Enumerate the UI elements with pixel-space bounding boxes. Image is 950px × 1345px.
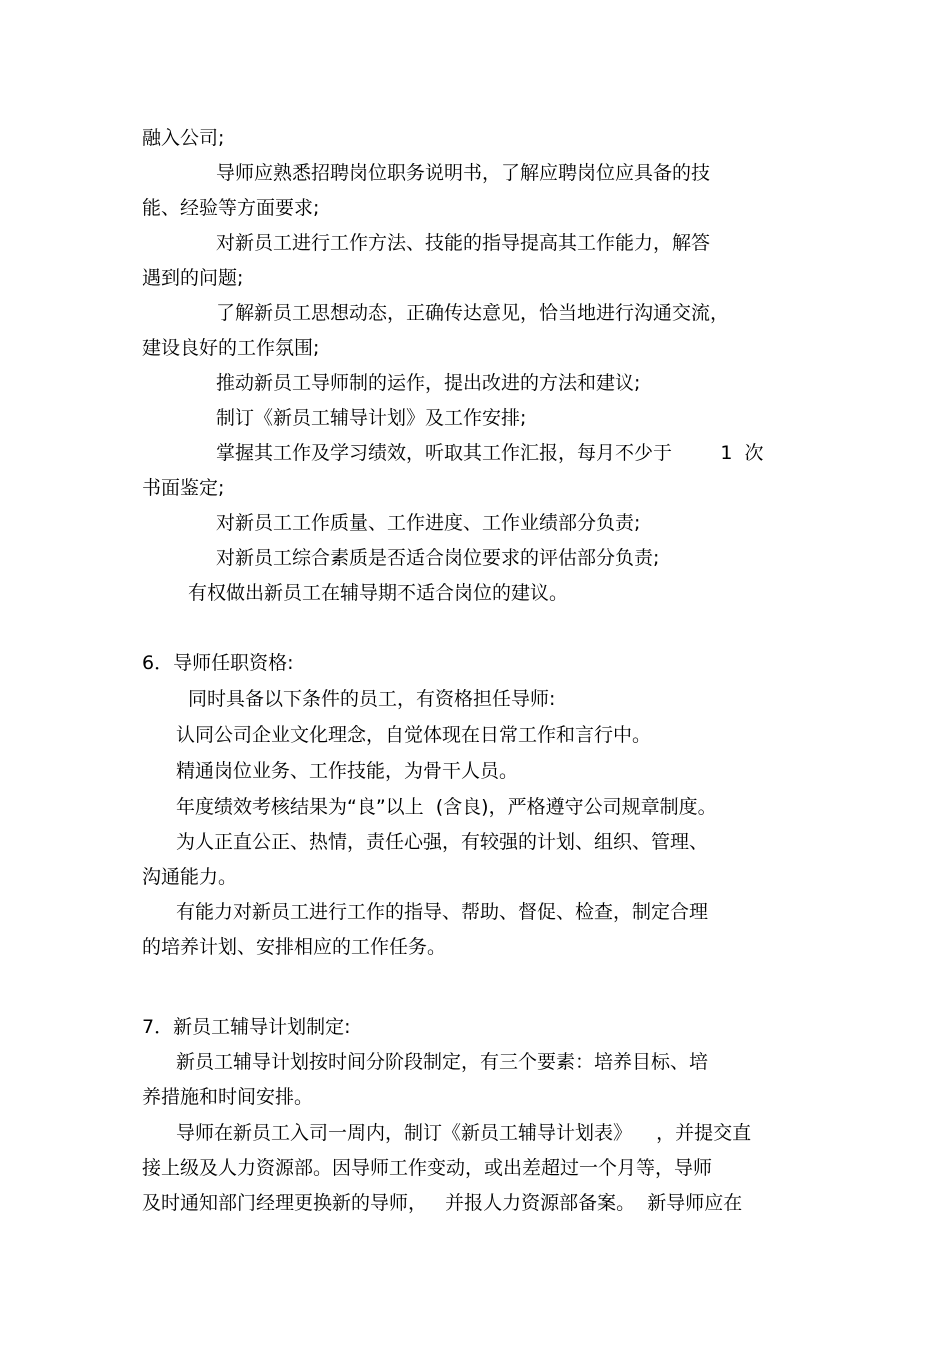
text-line: 建设良好的工作氛围; [142, 337, 320, 359]
text-line: 精通岗位业务、工作技能，为骨干人员。 [176, 760, 519, 782]
text-line: 掌握其工作及学习绩效，听取其工作汇报，每月不少于 1 次 [216, 442, 764, 464]
section-heading: 7．新员工辅导计划制定: [142, 1016, 351, 1038]
text-line: 养措施和时间安排。 [142, 1086, 314, 1108]
text-line: 推动新员工导师制的运作，提出改进的方法和建议; [216, 372, 641, 394]
text-line: 对新员工工作质量、工作进度、工作业绩部分负责; [216, 512, 641, 534]
text-line: 年度绩效考核结果为“良”以上 (含良)，严格遵守公司规章制度。 [176, 796, 717, 818]
text-line: 对新员工综合素质是否适合岗位要求的评估部分负责; [216, 547, 660, 569]
text-line: 了解新员工思想动态，正确传达意见，恰当地进行沟通交流， [216, 302, 730, 324]
text-line: 新员工辅导计划按时间分阶段制定，有三个要素：培养目标、培 [176, 1051, 709, 1073]
text-line: 制订《新员工辅导计划》及工作安排; [216, 407, 527, 429]
text-line: 有权做出新员工在辅导期不适合岗位的建议。 [188, 582, 569, 604]
text-line: 及时通知部门经理更换新的导师， 并报人力资源部备案。 新导师应在 [142, 1192, 743, 1214]
text-line: 沟通能力。 [142, 866, 238, 888]
text-line: 有能力对新员工进行工作的指导、帮助、督促、检查，制定合理 [176, 901, 709, 923]
text-line: 导师在新员工入司一周内，制订《新员工辅导计划表》 ，并提交直 [176, 1122, 752, 1144]
text-line: 为人正直公正、热情，责任心强，有较强的计划、组织、管理、 [176, 831, 709, 853]
text-line: 认同公司企业文化理念，自觉体现在日常工作和言行中。 [176, 724, 652, 746]
text-line: 融入公司; [142, 127, 225, 149]
text-line: 导师应熟悉招聘岗位职务说明书，了解应聘岗位应具备的技 [216, 162, 711, 184]
text-line: 对新员工进行工作方法、技能的指导提高其工作能力，解答 [216, 232, 711, 254]
section-heading: 6．导师任职资格: [142, 652, 294, 674]
text-line: 的培养计划、安排相应的工作任务。 [142, 936, 447, 958]
text-line: 接上级及人力资源部。因导师工作变动，或出差超过一个月等，导师 [142, 1157, 713, 1179]
text-line: 同时具备以下条件的员工，有资格担任导师: [188, 688, 556, 710]
text-line: 遇到的问题; [142, 267, 244, 289]
text-line: 书面鉴定; [142, 477, 225, 499]
text-line: 能、经验等方面要求; [142, 197, 320, 219]
